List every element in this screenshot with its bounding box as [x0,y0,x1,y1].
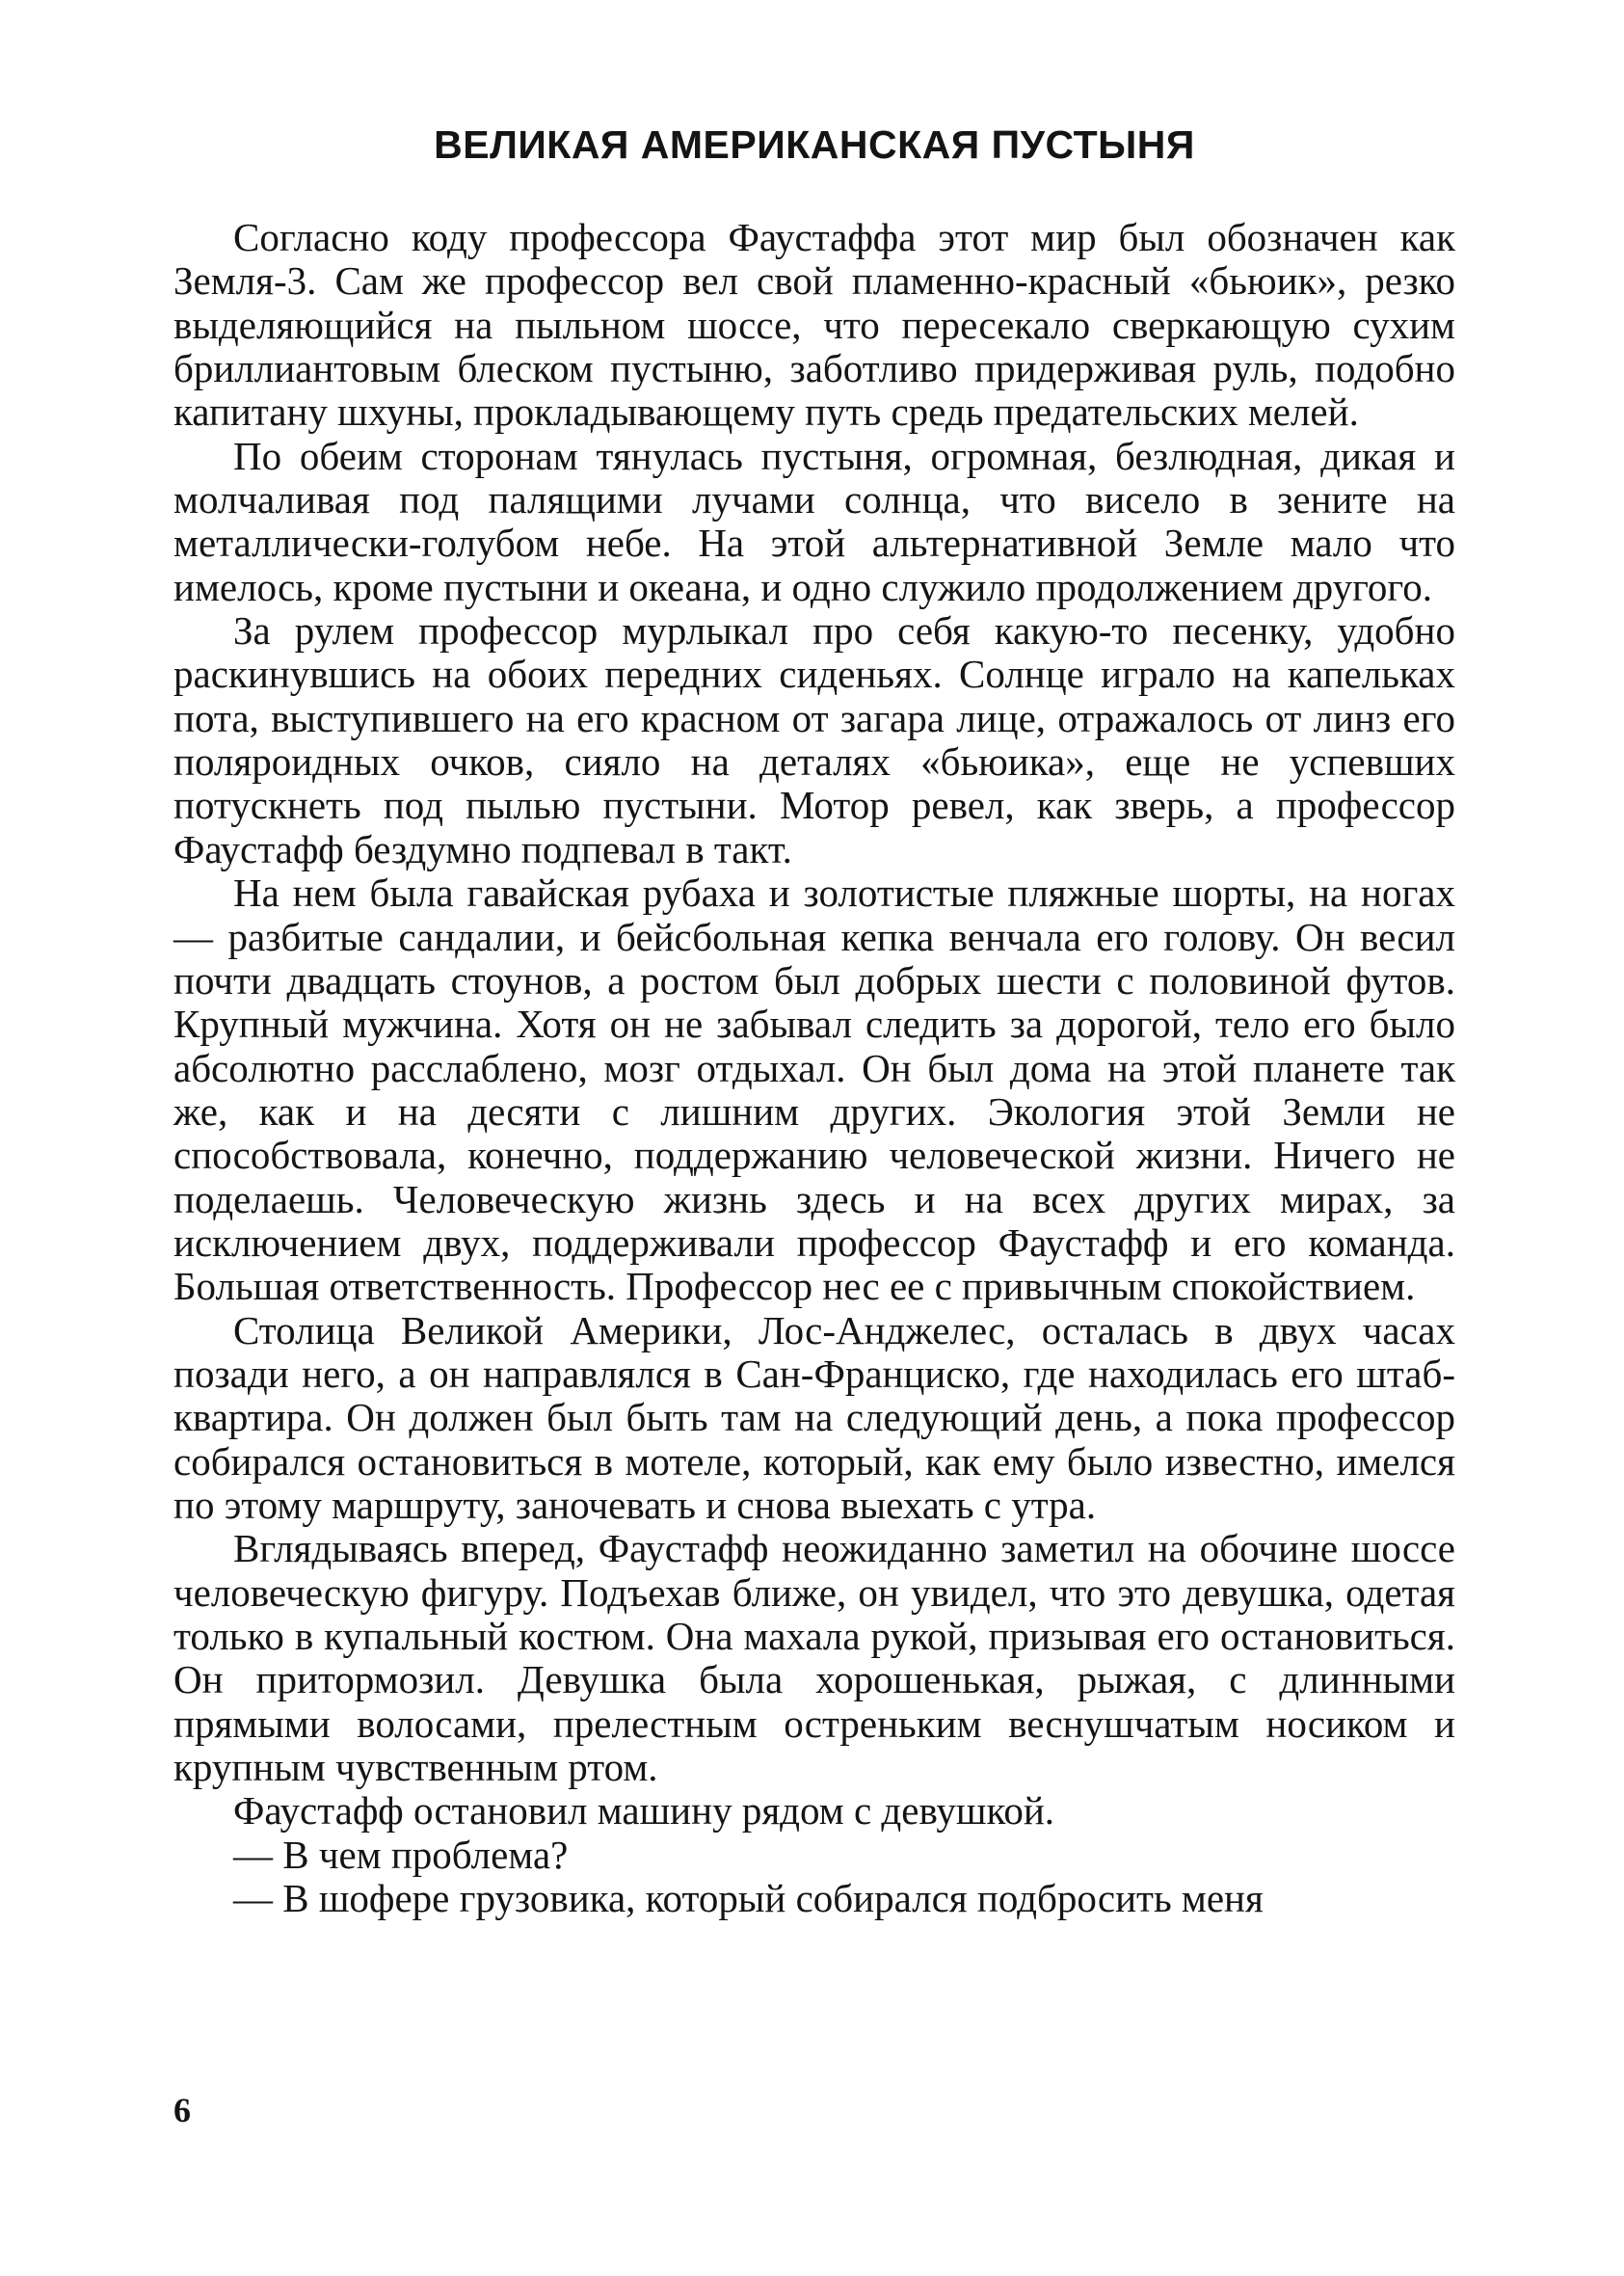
paragraph: По обеим сторонам тянулась пустыня, огромная, безлюдная, дикая и молчаливая под палящими лучами солнца, что висело в зените на металлически-голубом небе. На этой альтернативной Земле мало что имелось, кроме пустыни и океана, и одно служило продолжением другого. [173,433,1455,609]
paragraph: Столица Великой Америки, Лос-Анджелес, осталась в двух часах позади него, а он направлялся в Сан-Франциско, где находилась его штаб-квартира. Он должен был быть там на следующий день, а пока профессор собирался остановиться в мотеле, который, как ему было известно, имелся по этому маршруту, заночевать и снова выехать с утра. [173,1307,1455,1527]
dialogue-line: — В чем проблема? [233,1832,569,1877]
page-number: 6 [173,2091,191,2129]
chapter-title: ВЕЛИКАЯ АМЕРИКАНСКАЯ ПУСТЫНЯ [434,122,1195,167]
dialogue-line: — В шофере грузовика, который собирался подбросить меня [233,1876,1264,1921]
paragraph: За рулем профессор мурлыкал про себя какую-то песенку, удобно раскинувшись на обоих передних сиденьях. Солнце играло на капельках пота, выступившего на его красном от загара лице, отражалось от линз его поляроидных очков, сияло на деталях «бьюика», еще не успевших потускнеть под пылью пустыни. Мотор ревел, как зверь, а профессор Фаустафф бездумно подпевал в такт. [173,608,1455,871]
body-text [173,216,1455,1920]
paragraph: Фаустафф остановил машину рядом с девушкой. [233,1788,1055,1834]
paragraph: На нем была гавайская рубаха и золотистые пляжные шорты, на ногах — разбитые сандалии, и бейсбольная кепка венчала его голову. Он весил почти двадцать стоунов, а ростом был добрых шести с половиной футов. Крупный мужчина. Хотя он не забывал следить за дорогой, тело его было абсолютно расслаблено, мозг отдыхал. Он был дома на этой планете так же, как и на десяти с лишним других. Экология этой Земли не способствовала, конечно, поддержанию человеческой жизни. Ничего не поделаешь. Человеческую жизнь здесь и на всех других мирах, за исключением двух, поддерживали профессор Фаустафф и его команда. Большая ответственность. Профессор нес ее с привычным спокойствием. [173,870,1455,1309]
paragraph: Вглядываясь вперед, Фаустафф неожиданно заметил на обочине шоссе человеческую фигуру. Подъехав ближе, он увидел, что это девушка, одетая только в купальный костюм. Она махала рукой, призывая его остановиться. Он притормозил. Девушка была хорошенькая, рыжая, с длинными прямыми волосами, прелестным остреньким веснушчатым носиком и крупным чувственным ртом. [173,1526,1455,1790]
paragraph: Согласно коду профессора Фаустаффа этот мир был обозначен как Земля-3. Сам же профессор вел свой пламенно-красный «бьюик», резко выделяющийся на пыльном шоссе, что пересекало сверкающую сухим бриллиантовым блеском пустыню, заботливо придерживая руль, подобно капитану шхуны, прокладывающему путь средь предательских мелей. [173,215,1455,435]
